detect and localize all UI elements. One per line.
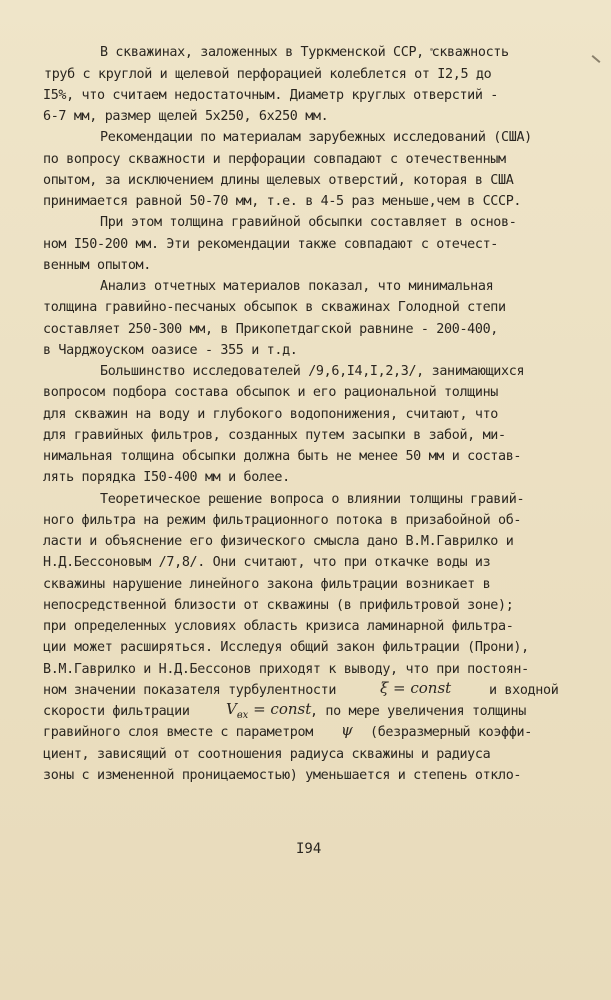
text-line: Анализ отчетных материалов показал, что минимальная	[100, 279, 494, 294]
text-line: венным опытом.	[43, 258, 151, 273]
velocity-formula	[226, 699, 311, 726]
text-line: толщина гравийно-песчаных обсыпок в скважинах Голодной степи	[43, 300, 506, 315]
text-line: зоны с измененной проницаемостью) уменьшается и степень откло-	[43, 768, 522, 783]
text-line: и входной	[489, 683, 559, 698]
text-line: для гравийных фильтров, созданных путем засыпки в забой, ми-	[43, 428, 506, 443]
text-line: лять порядка I50-400 мм и более.	[43, 470, 290, 485]
text-line: ласти и объяснение его физического смысла дано В.М.Гаврилко и	[43, 534, 514, 549]
text-line: по вопросу скважности и перфорации совпадают с отечественным	[43, 152, 506, 167]
text-line: Н.Д.Бессоновым /7,8/. Они считают, что при откачке воды из	[43, 555, 491, 570]
text-line: принимается равной 50-70 мм, т.е. в 4-5 раз меньше,чем в СССР.	[43, 194, 522, 209]
text-line: при определенных условиях область кризиса ламинарной фильтра-	[43, 619, 514, 634]
text-line: , по мере увеличения толщины	[310, 704, 526, 719]
text-line: ном значении показателя турбулентности	[43, 683, 337, 698]
text-line: В скважинах, заложенных в Туркменской ССР, скважность	[100, 45, 509, 60]
parameter-symbol: ψ	[341, 721, 353, 739]
page-number: I94	[296, 841, 322, 857]
text-line: В.М.Гаврилко и Н.Д.Бессонов приходят к выводу, что при постоян-	[43, 662, 529, 677]
velocity-subscript: вх	[236, 710, 249, 721]
text-line: гравийного слоя вместе с параметром	[43, 725, 313, 740]
text-line: ном I50-200 мм. Эти рекомендации также совпадают с отечест-	[43, 237, 498, 252]
text-line: скважины нарушение линейного закона фильтрации возникает в	[43, 577, 491, 592]
text-line: ции может расширяться. Исследуя общий закон фильтрации (Прони),	[43, 640, 529, 655]
text-line: скорости фильтрации	[43, 704, 190, 719]
text-line: в Чарджоуском оазисе - 355 и т.д.	[43, 343, 298, 358]
text-line: составляет 250-300 мм, в Прикопетдагской равнине - 200-400,	[43, 322, 498, 337]
text-line: труб с круглой и щелевой перфорацией колеблется от I2,5 до	[44, 67, 492, 82]
text-line: (безразмерный коэффи-	[370, 725, 532, 740]
velocity-symbol: V	[226, 700, 237, 718]
text-line: Большинство исследователей /9,6,I4,I,2,3/, занимающихся	[100, 364, 525, 379]
turbulence-formula: ξ = const	[380, 679, 452, 697]
text-line: Рекомендации по материалам зарубежных исследований (США)	[100, 130, 532, 145]
text-line: для скважин на воду и глубокого водопонижения, считают, что	[43, 407, 498, 422]
text-line: опытом, за исключением длины щелевых отверстий, которая в США	[43, 173, 514, 188]
text-line: вопросом подбора состава обсыпок и его рациональной толщины	[43, 385, 498, 400]
velocity-const: = const	[248, 700, 312, 718]
text-line: I5%, что считаем недостаточным. Диаметр круглых отверстий -	[43, 88, 498, 103]
text-line: циент, зависящий от соотношения радиуса скважины и радиуса	[43, 747, 491, 762]
text-line: Теоретическое решение вопроса о влиянии толщины гравий-	[100, 492, 525, 507]
text-line: нимальная толщина обсыпки должна быть не менее 50 мм и состав-	[43, 449, 522, 464]
text-line: При этом толщина гравийной обсыпки составляет в основ-	[100, 215, 517, 230]
text-line: непосредственной близости от скважины (в прифильтровой зоне);	[43, 598, 514, 613]
text-line: 6-7 мм, размер щелей 5х250, 6х250 мм.	[43, 109, 329, 124]
text-line: ного фильтра на режим фильтрационного потока в призабойной об-	[43, 513, 522, 528]
